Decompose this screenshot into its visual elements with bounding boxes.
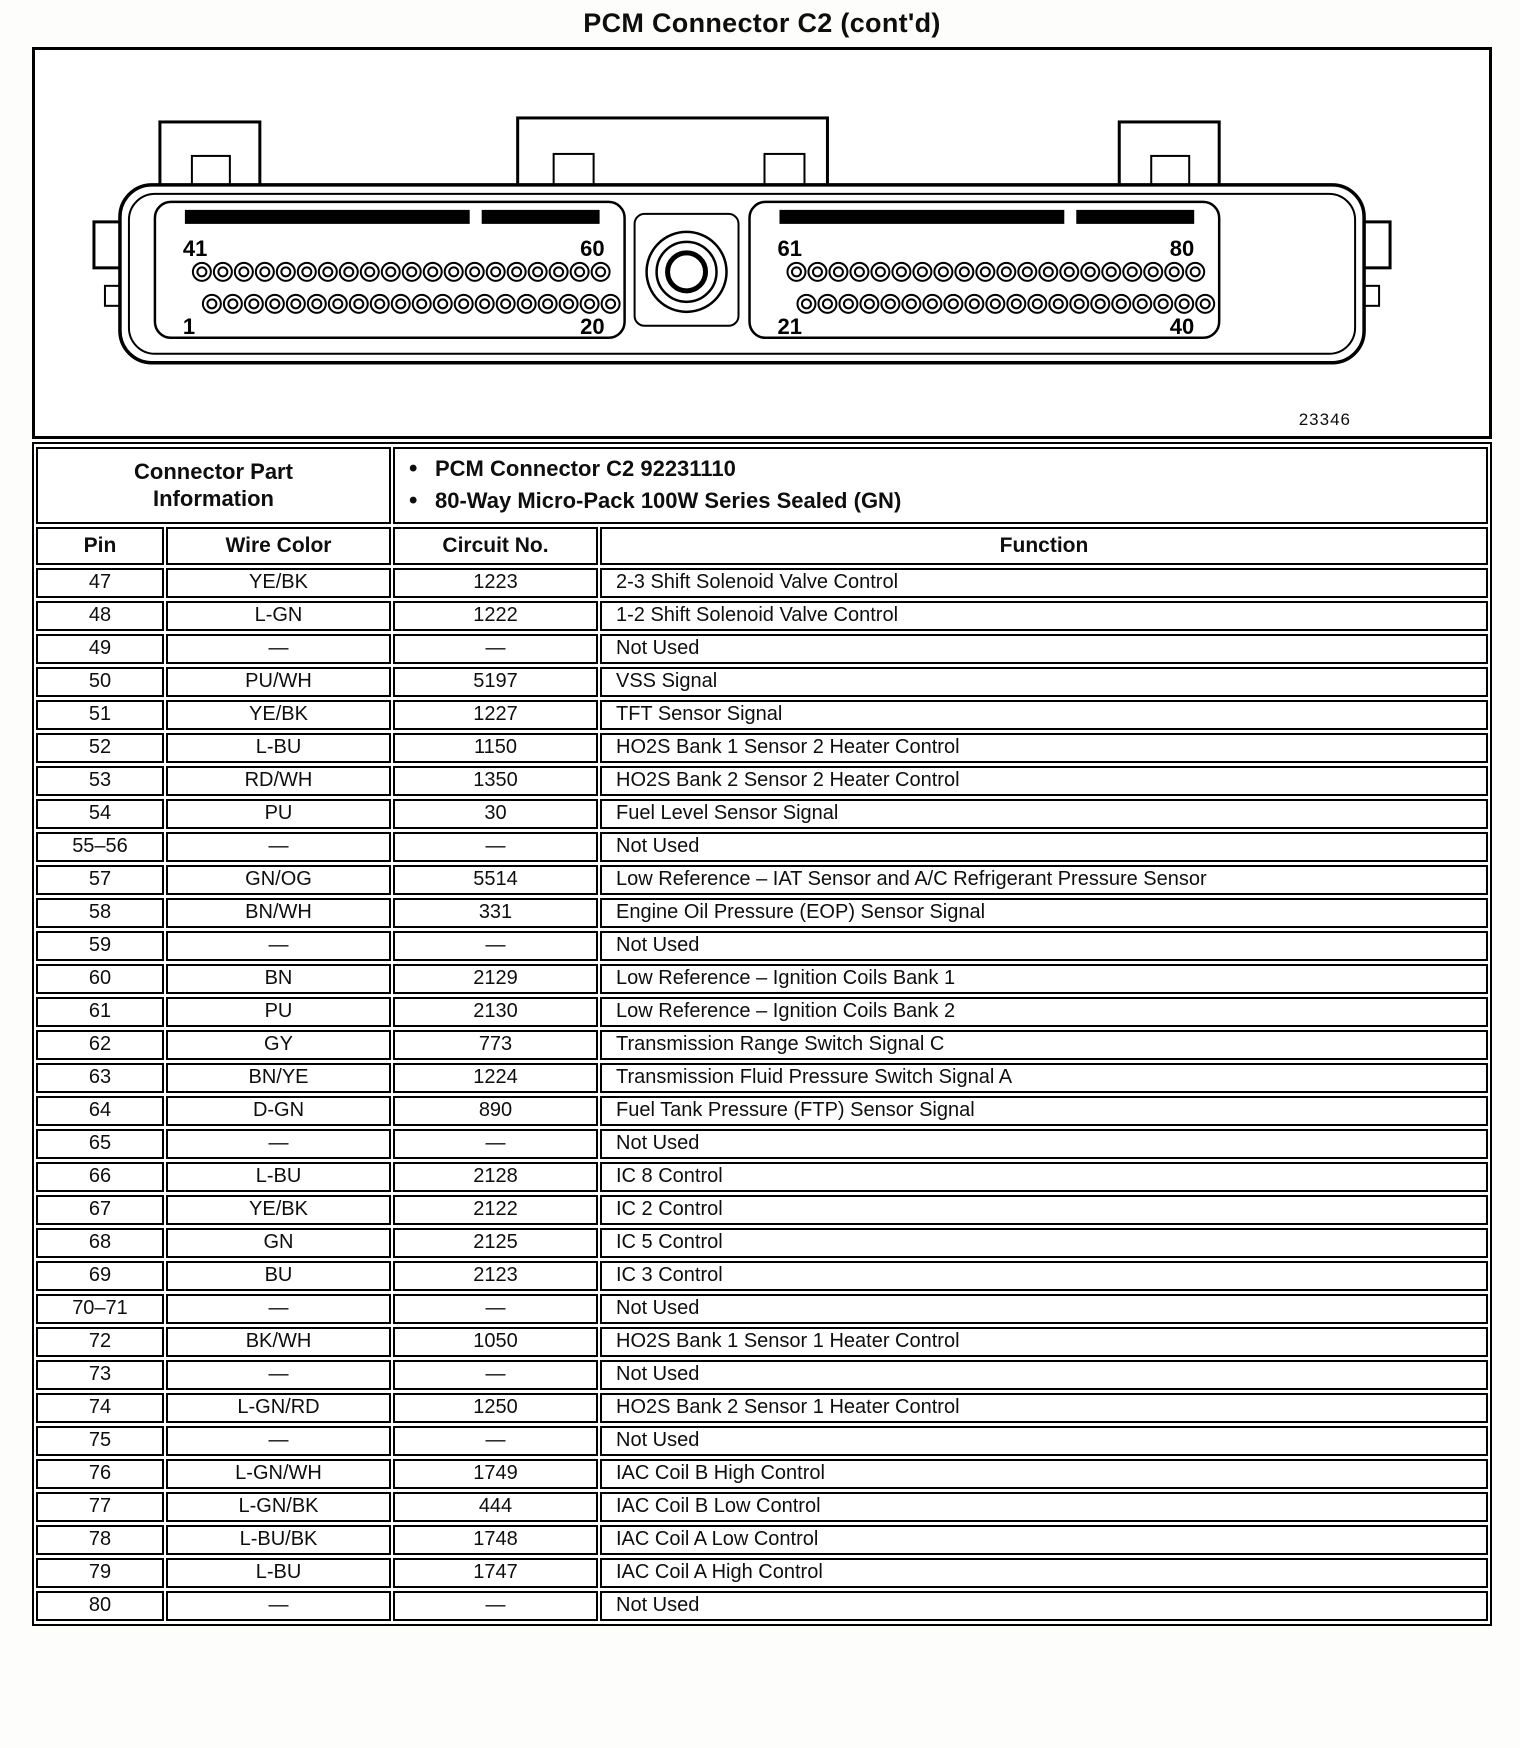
part-info-row [36,447,1488,524]
function-cell: Not Used [600,1591,1488,1621]
pin-label-1: 1 [182,313,196,339]
function-cell: Not Used [600,1426,1488,1456]
wire-color-cell: GY [166,1030,391,1060]
connector-diagram [35,50,1489,435]
table-row [36,1228,1488,1258]
wire-color-cell: — [166,1426,391,1456]
wire-color-cell: — [166,1129,391,1159]
pin-cell: 66 [36,1162,164,1192]
table-row [36,1459,1488,1489]
function-cell: Not Used [600,1294,1488,1324]
function-cell: IC 3 Control [600,1261,1488,1291]
function-cell: IAC Coil B Low Control [600,1492,1488,1522]
function-cell: HO2S Bank 2 Sensor 1 Heater Control [600,1393,1488,1423]
circuit-no-cell: — [393,1129,598,1159]
column-header-row [36,527,1488,565]
pin-cell: 64 [36,1096,164,1126]
pin-cell: 70–71 [36,1294,164,1324]
pin-label-40: 40 [1169,313,1195,339]
table-row [36,1492,1488,1522]
wire-color-cell: YE/BK [166,700,391,730]
function-cell: Low Reference – IAT Sensor and A/C Refrigerant Pressure Sensor [600,865,1488,895]
pin-cell: 75 [36,1426,164,1456]
part-series-text: 80-Way Micro-Pack 100W Series Sealed (GN) [435,488,902,514]
pin-cell: 77 [36,1492,164,1522]
pin-cell: 72 [36,1327,164,1357]
wire-color-cell: YE/BK [166,568,391,598]
wire-color-cell: GN [166,1228,391,1258]
circuit-no-cell: 1748 [393,1525,598,1555]
circuit-no-cell: — [393,1294,598,1324]
circuit-no-cell: 2130 [393,997,598,1027]
function-cell: TFT Sensor Signal [600,700,1488,730]
function-cell: IAC Coil B High Control [600,1459,1488,1489]
wire-color-cell: L-GN [166,601,391,631]
wire-color-cell: BK/WH [166,1327,391,1357]
circuit-no-cell: 2123 [393,1261,598,1291]
function-cell: Fuel Tank Pressure (FTP) Sensor Signal [600,1096,1488,1126]
pin-cell: 63 [36,1063,164,1093]
pin-label-80: 80 [1169,235,1195,261]
circuit-no-cell: 5197 [393,667,598,697]
table-row [36,568,1488,598]
part-number-text: PCM Connector C2 92231110 [435,456,736,481]
table-row [36,1162,1488,1192]
table-row [36,1261,1488,1291]
circuit-no-cell: — [393,832,598,862]
pin-cell: 59 [36,931,164,961]
pin-cell: 65 [36,1129,164,1159]
page-title: PCM Connector C2 (cont'd) [583,8,941,38]
table-row [36,865,1488,895]
function-cell: 1-2 Shift Solenoid Valve Control [600,601,1488,631]
table-row [36,1327,1488,1357]
circuit-no-cell: 890 [393,1096,598,1126]
bullet-icon: • [409,455,418,482]
table-row [36,1393,1488,1423]
function-cell: Transmission Range Switch Signal C [600,1030,1488,1060]
function-cell: Transmission Fluid Pressure Switch Signal A [600,1063,1488,1093]
wire-color-cell: L-BU [166,733,391,763]
circuit-no-cell: 2125 [393,1228,598,1258]
function-cell: Not Used [600,1129,1488,1159]
circuit-no-cell: 2122 [393,1195,598,1225]
table-row [36,898,1488,928]
pin-cell: 76 [36,1459,164,1489]
circuit-no-cell: 5514 [393,865,598,895]
wire-color-cell: — [166,634,391,664]
wire-color-cell: BU [166,1261,391,1291]
wire-color-cell: L-BU [166,1558,391,1588]
pin-cell: 54 [36,799,164,829]
pin-label-41: 41 [182,235,208,261]
pin-label-60: 60 [580,235,605,261]
circuit-no-cell: 1222 [393,601,598,631]
table-row [36,766,1488,796]
circuit-no-cell: 1749 [393,1459,598,1489]
circuit-no-cell: 30 [393,799,598,829]
function-cell: Engine Oil Pressure (EOP) Sensor Signal [600,898,1488,928]
function-cell: IC 8 Control [600,1162,1488,1192]
function-cell: Not Used [600,931,1488,961]
pin-cell: 69 [36,1261,164,1291]
figure-number: 23346 [1298,410,1351,429]
function-cell: Not Used [600,634,1488,664]
pin-cell: 78 [36,1525,164,1555]
circuit-no-cell: 2129 [393,964,598,994]
wire-color-cell: BN/WH [166,898,391,928]
circuit-no-cell: 331 [393,898,598,928]
wire-color-cell: — [166,1294,391,1324]
pinout-table [32,442,1492,1626]
circuit-no-cell: 1150 [393,733,598,763]
circuit-no-cell: 2128 [393,1162,598,1192]
table-row [36,1294,1488,1324]
wire-color-cell: RD/WH [166,766,391,796]
wire-color-cell: L-BU/BK [166,1525,391,1555]
wire-color-cell: PU [166,799,391,829]
part-info-line1: Connector Part [134,458,293,484]
function-cell: IAC Coil A High Control [600,1558,1488,1588]
circuit-no-cell: 1250 [393,1393,598,1423]
table-row [36,1195,1488,1225]
table-row [36,832,1488,862]
wire-color-cell: BN [166,964,391,994]
function-cell: IC 5 Control [600,1228,1488,1258]
table-row [36,1426,1488,1456]
table-row [36,931,1488,961]
table-row [36,667,1488,697]
circuit-no-cell: 773 [393,1030,598,1060]
circuit-no-cell: — [393,1360,598,1390]
function-cell: HO2S Bank 2 Sensor 2 Heater Control [600,766,1488,796]
connector-top-tabs [160,118,1219,186]
circuit-no-cell: 1050 [393,1327,598,1357]
table-row [36,1591,1488,1621]
function-cell: Low Reference – Ignition Coils Bank 1 [600,964,1488,994]
pin-cell: 48 [36,601,164,631]
pin-cell: 53 [36,766,164,796]
pin-cell: 74 [36,1393,164,1423]
table-row [36,997,1488,1027]
wire-color-cell: — [166,931,391,961]
pin-cell: 49 [36,634,164,664]
wire-color-cell: L-GN/RD [166,1393,391,1423]
pin-cell: 52 [36,733,164,763]
table-row [36,700,1488,730]
part-series-bullet [409,485,1478,517]
wire-color-cell: — [166,1591,391,1621]
wire-color-cell: PU [166,997,391,1027]
table-row [36,1063,1488,1093]
circuit-no-cell: 1227 [393,700,598,730]
table-row [36,1096,1488,1126]
wire-color-cell: BN/YE [166,1063,391,1093]
pin-cell: 57 [36,865,164,895]
pin-cell: 67 [36,1195,164,1225]
function-cell: VSS Signal [600,667,1488,697]
pin-cell: 60 [36,964,164,994]
wire-color-cell: — [166,1360,391,1390]
wire-color-cell: D-GN [166,1096,391,1126]
pin-cell: 80 [36,1591,164,1621]
bullet-icon: • [409,487,418,515]
pin-cell: 58 [36,898,164,928]
wire-color-cell: — [166,832,391,862]
table-row [36,733,1488,763]
column-header-function: Function [600,527,1488,565]
table-row [36,1129,1488,1159]
connector-figure [32,47,1492,439]
pin-cell: 79 [36,1558,164,1588]
function-cell: Low Reference – Ignition Coils Bank 2 [600,997,1488,1027]
column-header-pin: Pin [36,527,164,565]
wire-color-cell: L-BU [166,1162,391,1192]
function-cell: IAC Coil A Low Control [600,1525,1488,1555]
circuit-no-cell: 444 [393,1492,598,1522]
circuit-no-cell: 1223 [393,568,598,598]
function-cell: Fuel Level Sensor Signal [600,799,1488,829]
function-cell: IC 2 Control [600,1195,1488,1225]
wire-color-cell: L-GN/WH [166,1459,391,1489]
part-number-bullet [409,453,1478,485]
wire-color-cell: L-GN/BK [166,1492,391,1522]
pin-cell: 55–56 [36,832,164,862]
circuit-no-cell: 1747 [393,1558,598,1588]
pin-cell: 47 [36,568,164,598]
circuit-no-cell: 1350 [393,766,598,796]
pin-cell: 68 [36,1228,164,1258]
table-row [36,1558,1488,1588]
part-info-header [36,447,391,524]
pin-label-21: 21 [777,313,802,339]
circuit-no-cell: — [393,1591,598,1621]
circuit-no-cell: — [393,931,598,961]
table-row [36,601,1488,631]
circuit-no-cell: — [393,634,598,664]
part-info-details [393,447,1488,524]
pin-cell: 51 [36,700,164,730]
circuit-no-cell: — [393,1426,598,1456]
table-row [36,1360,1488,1390]
pin-cell: 73 [36,1360,164,1390]
wire-color-cell: GN/OG [166,865,391,895]
function-cell: HO2S Bank 1 Sensor 2 Heater Control [600,733,1488,763]
function-cell: 2-3 Shift Solenoid Valve Control [600,568,1488,598]
function-cell: HO2S Bank 1 Sensor 1 Heater Control [600,1327,1488,1357]
table-row [36,634,1488,664]
table-row [36,964,1488,994]
function-cell: Not Used [600,1360,1488,1390]
pin-cell: 62 [36,1030,164,1060]
pin-label-61: 61 [777,235,802,261]
pin-cell: 50 [36,667,164,697]
column-header-wire-color: Wire Color [166,527,391,565]
table-row [36,1525,1488,1555]
column-header-circuit-no: Circuit No. [393,527,598,565]
wire-color-cell: YE/BK [166,1195,391,1225]
pin-cell: 61 [36,997,164,1027]
table-row [36,1030,1488,1060]
circuit-no-cell: 1224 [393,1063,598,1093]
part-info-line2: Information [153,486,274,512]
function-cell: Not Used [600,832,1488,862]
wire-color-cell: PU/WH [166,667,391,697]
pin-label-20: 20 [580,313,605,339]
table-row [36,799,1488,829]
